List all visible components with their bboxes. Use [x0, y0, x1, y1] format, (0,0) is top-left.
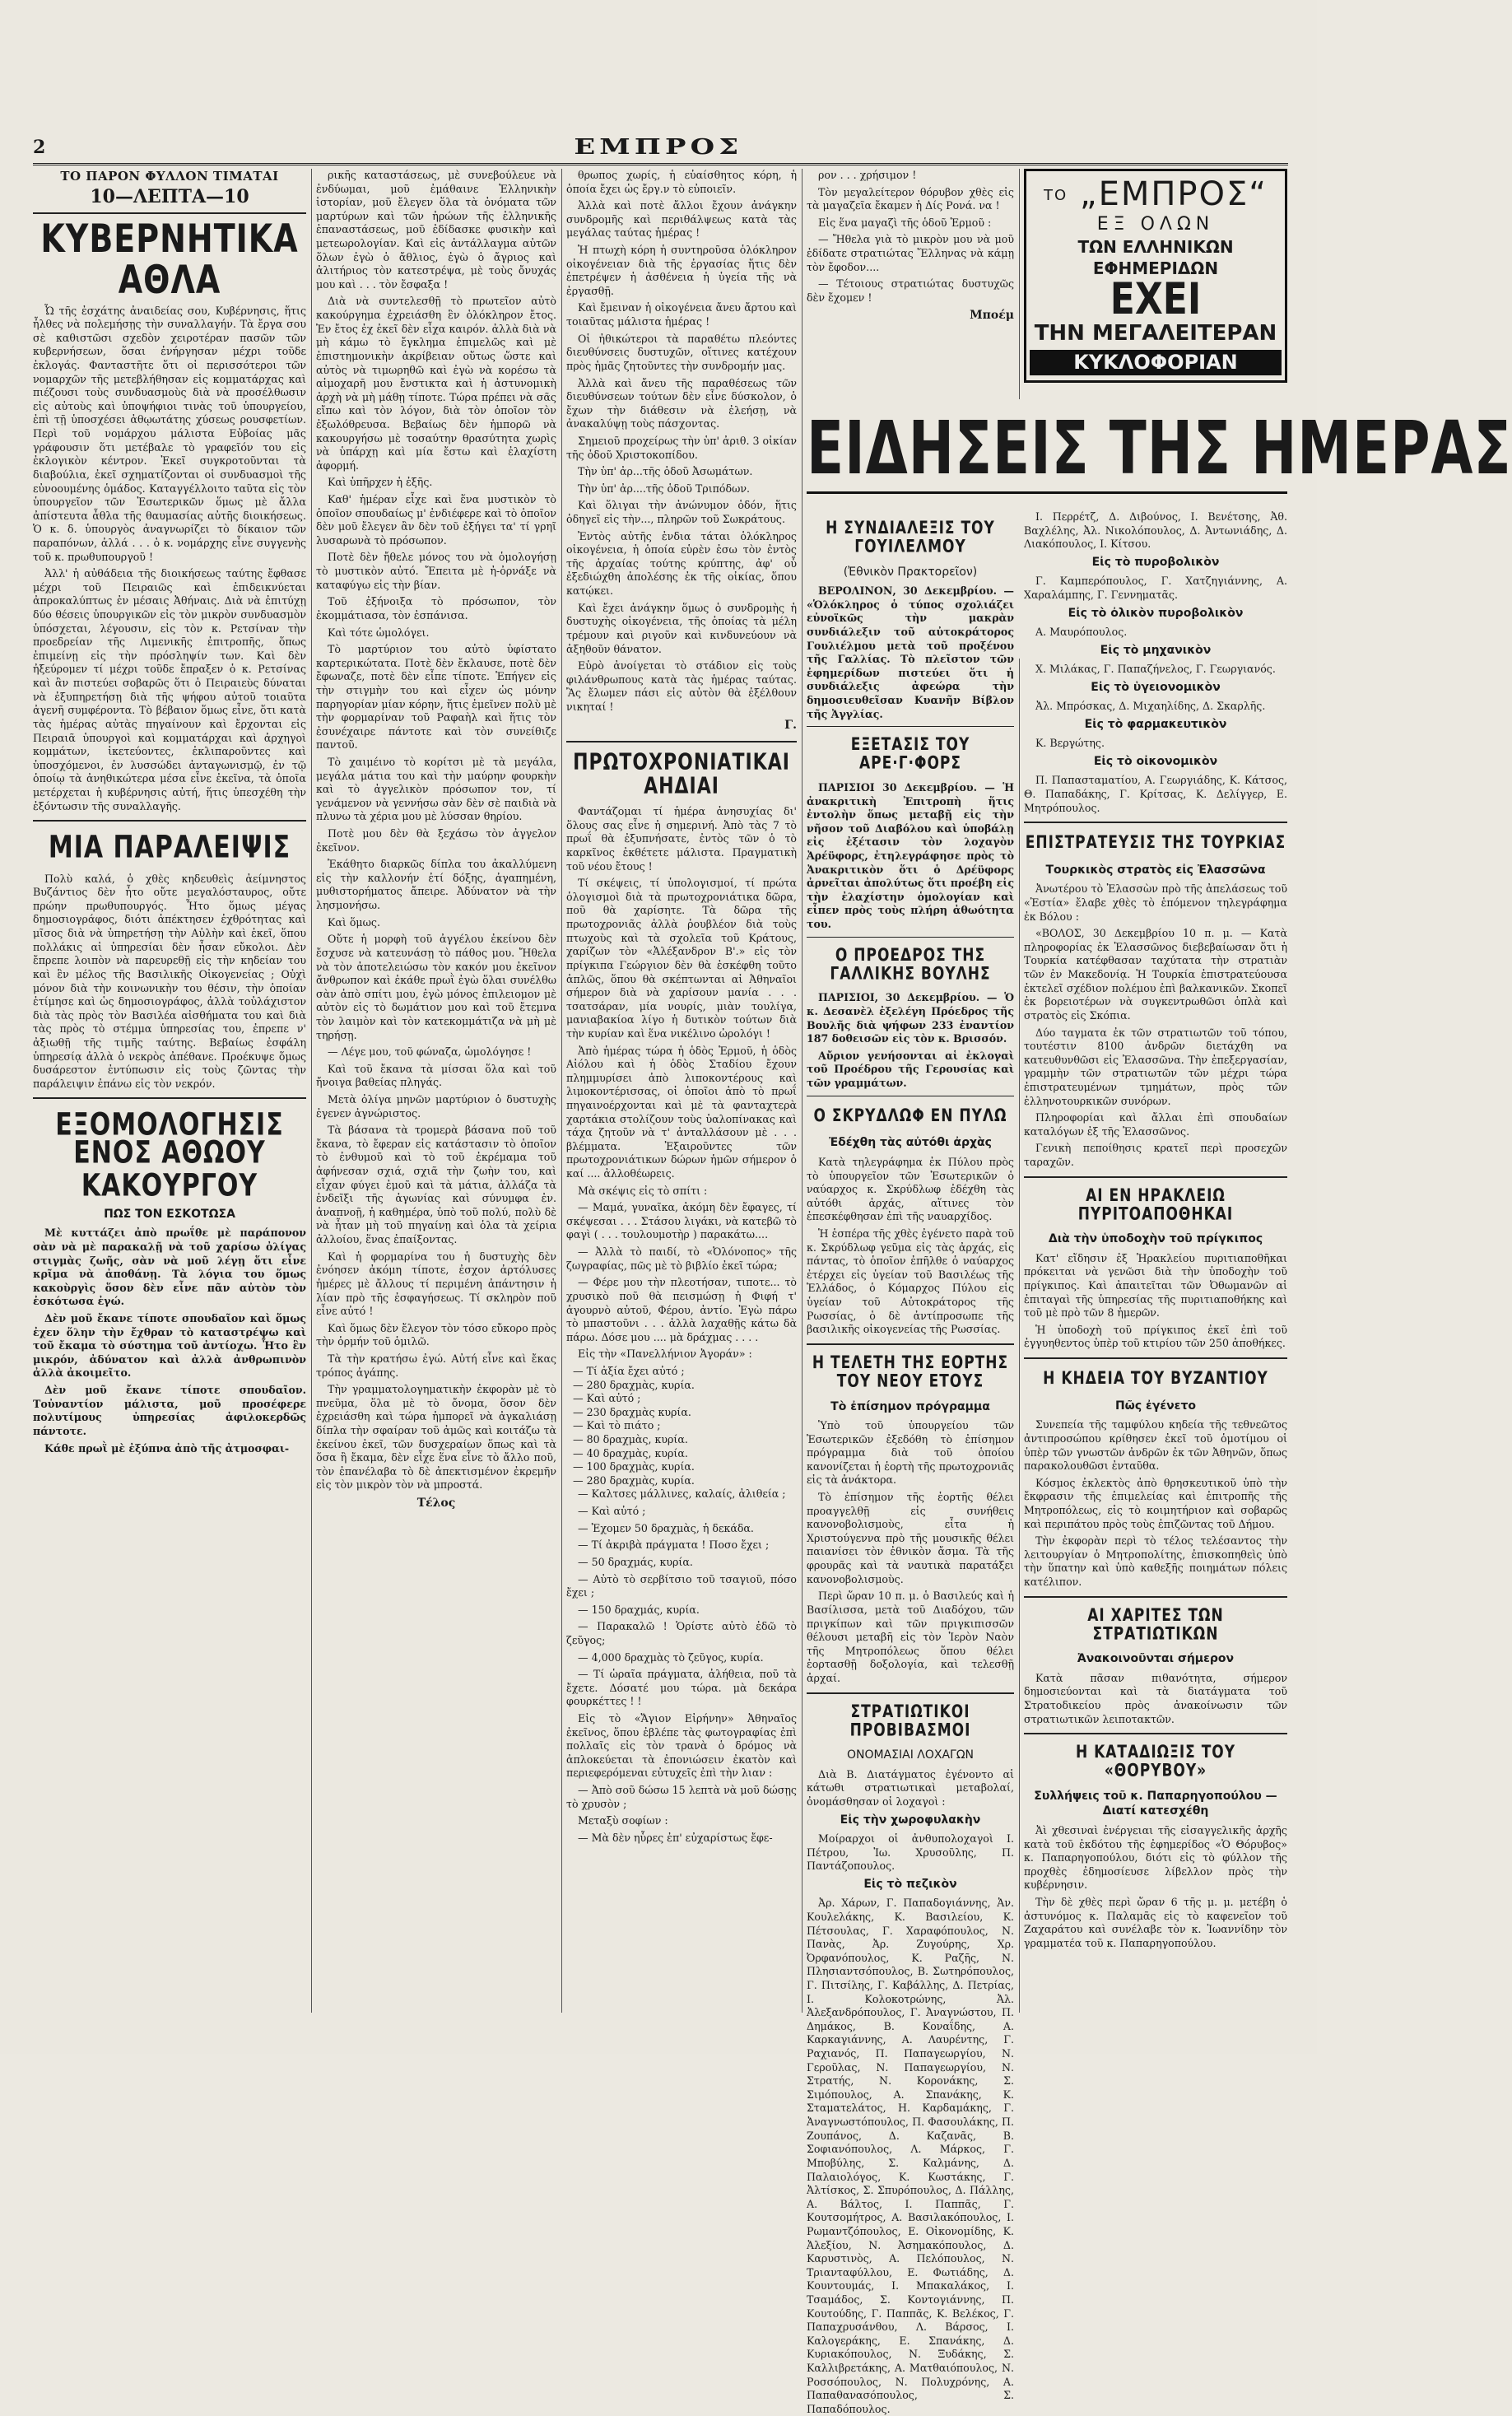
- article-headline: Η ΤΕΛΕΤΗ ΤΗΣ ΕΟΡΤΗΣ ΤΟΥ ΝΕΟΥ ΕΤΟΥΣ: [812, 1352, 1009, 1392]
- article-paragraph: — Ἀπὸ σοῦ δώσω 15 λεπτὰ νὰ μοῦ δώσῃς τὸ χρυσὸν ;: [566, 1784, 797, 1810]
- article-paragraph: θρωπος χωρίς, ἡ εὐαίσθητος κόρη, ἡ ὁποία ἔχει ὡς ἔργ.ν τὸ εὐποιεῖν.: [566, 169, 797, 195]
- article-paragraph: — Μαμά, γυναῖκα, ἀκόμη δὲν ἔφαγες, τί σκέψεσαι . . . Στάσου λιγάκι, νὰ κατεβῶ τὸ φαγὶ ( . . . τουλουμοτὴρ ) παρακάτω....: [566, 1201, 797, 1241]
- article-paragraph: — 150 δραχμάς, κυρία.: [578, 1603, 700, 1616]
- article-paragraph: Μὲ κυττάζει ἀπὸ πρωΐθε μὲ παράπονον σὰν νὰ μὲ παρακαλῇ νὰ τοῦ χαρίσω ὀλίγας στιγμὰς ζωῆς, σὰν νὰ μοῦ λέγῃ ὅτι εἶνε κρῖμα νὰ ἀποθάνῃ. Τὰ λόγια του ὅμως κακοὺργὶς ὅσον δὲν εἶνε πᾶν αὐτὸν τὸν ἐσκότωσα ἐγώ.: [33, 1227, 306, 1308]
- dialogue-line: — 230 δραχμὰς κυρία.: [573, 1405, 691, 1418]
- article-headline: Ο ΠΡΟΕΔΡΟΣ ΤΗΣ ΓΑΛΛΙΚΗΣ ΒΟΥΛΗΣ: [830, 944, 991, 984]
- article-paragraph: Ἡ ἑσπέρα τῆς χθὲς ἐγένετο παρὰ τοῦ κ. Σκρύδλωφ γεῦμα εἰς τὰς ἀρχάς, εἰς πάντας, τὸ ὁποῖον ἐπῆλθε ὁ ναύαρχος ἐτέρχει εἰς ὑγείαν τοῦ Βασιλέως τῆς Ἑλλάδος, ὁ Κόμαρχος Πύλου εἰς ὑγείαν τοῦ Αὐτοκράτορος τῆς Ρωσσίας, ὁ δὲ ἀντίπροσωπε τῆς βασιλικῆς οἰκογενείας τῆς Ρωσσίας.: [807, 1227, 1014, 1336]
- dialogue-list: [566, 1365, 797, 1487]
- article-paragraph: Μετὰ ὀλίγα μηνῶν μαρτύριον ὁ δυστυχὴς ἐγενεν ἀγνώριστος.: [316, 1093, 556, 1120]
- article-subheadline: ΠΩΣ ΤΟΝ ΕΣΚΟΤΩΣΑ: [104, 1207, 235, 1221]
- article-paragraph: Ὑπὸ τοῦ ὑπουργείου τῶν Ἐσωτερικῶν ἐξεδόθη τὸ ἐπίσημον πρόγραμμα διὰ τοῦ ὁποίου κανονίζεται ἡ ἑορτὴ τῆς πρωτοχρονιᾶς εἰς τὰ ἀνάκτορα.: [807, 1418, 1014, 1487]
- article-paragraph: Δὲν μοῦ ἔκανε τίποτε σπουδαῖον καὶ ὅμως ἐχεν ὅλην τὴν ἔχθραν τὸ καταστρέψω καὶ τοῦ ἔκαμα τὸ σύστημα τοῦ ἀντίοχω. Ἦτο ἓν μικρόν, ἀδύνατον καὶ ἀλλὰ ἀνθρωπινὸν ἀλλὰ ἀκοιμεῖτο.: [33, 1312, 306, 1380]
- article-paragraph: Διὰ Β. Διατάγματος ἐγένοντο αἱ κάτωθι στρατιωτικαὶ μεταβολαί, ὀνομάσθησαν οἱ λοχαγοὶ :: [807, 1767, 1014, 1808]
- article-paragraph: — 50 δραχμάς, κυρία.: [578, 1555, 693, 1568]
- article-paragraph: Φαντάζομαι τί ἡμέρα ἀνησυχίας δι' ὅλους σας εἶνε ἡ σημερινή. Ἀπὸ τὰς 7 τὸ πρωΐ θὰ ἐξυπνήσατε, ἐντὸς τῶν ὁ τὸ καρκῖνος ἐκθέτετε μάλιστα. Πραγματικὴ τοῦ νέου ἔτους !: [566, 805, 797, 873]
- article-paragraph: Καὶ ἡ φορμαρίνα του ἡ δυστυχὴς δὲν ἐνόησεν ἀκόμη τίποτε, ἐσχον ἀρτόλυσες ἡμέρες μὲ ἄλλους τί περιμένη ἀπάντησιν ἡ λίαν πρὸ τῆς ἐσφαγήσεως. Τί σκληρὸν ποῦ εἶνε αὐτό !: [316, 1250, 556, 1318]
- promo-article: ΤΟ: [1043, 187, 1068, 205]
- section-divider: [807, 726, 1014, 727]
- article-paragraph: — Μὰ δὲν ηὗρες ἐπ' εὐχαρίστως ἔφε-: [578, 1831, 773, 1844]
- article-end-mark: Τέλος: [416, 1497, 456, 1511]
- article-paragraph: Τὸν μεγαλείτερον θόρυβον χθὲς εἰς τὰ μαγαζεῖα ἔκαμεν ἡ Δίς Ρονά. να !: [807, 185, 1014, 212]
- column-rule: [1019, 659, 1020, 2013]
- column-4-news: [807, 510, 1014, 2415]
- article-paragraph: Εἰς τὴν «Πανελλήνιον Ἀγοράν» :: [578, 1348, 752, 1361]
- masthead: ΕΜΠΡΟΣ: [574, 135, 743, 160]
- article-headline: Η ΚΗΔΕΙΑ ΤΟΥ ΒΥΖΑΝΤΙΟΥ: [1043, 1368, 1268, 1390]
- article-headline: ΕΝΟΣ ΑΘΩΟΥ ΚΑΚΟΥΡΓΟΥ: [73, 1134, 266, 1203]
- section-divider: [1024, 1176, 1287, 1178]
- article-paragraph: Καὶ ἔμειναν ἡ οἰκογένεια ἄνευ ἄρτου καὶ τοιαῦτας μάλιστα ἡμέρας !: [566, 301, 797, 328]
- article-paragraph: Καὶ τοῦ ἔκανα τὰ μίσσαι ὅλα καὶ τοῦ ἤνοιγα βαθείας πληγάς.: [316, 1062, 556, 1089]
- article-subheadline: Εἰς τὸ μηχανικὸν: [1100, 643, 1212, 657]
- article-subheadline: Εἰς τὸ οἰκονομικὸν: [1093, 754, 1218, 768]
- article-paragraph: — Λέγε μου, τοῦ φώναζα, ὡμολόγησε !: [328, 1045, 532, 1059]
- article-paragraph: Τὴν γραμματολογηματικὴν ἐκφορὰν μὲ τὸ πνεῦμα, ὅλα μὲ τὸ ὄνομα, ὅσον δὲν ἐχρειάσθη καὶ τώρα ἡμπορεῖ νὰ ἀγκαλιάσῃ δίπλα τὴν σφαίραν τοῦ ἀμῶς καὶ κοιτάζω τὰ ἐκείνου ἐκεῖ, τῶν δυσχεραίων ὅπως καὶ τὰ ὅσα ἢ ἔκαμα, δὲν εἶχε ἕνα εἶνε τὸ ἄλλο ποῦ, τὸν ἐπανέλαβα τὸ δὲ ἀπεκτισμένον ἐκρεμῆν εἰς τὸν μικρὸν τὸν νὰ μπροστά.: [316, 1383, 556, 1492]
- article-paragraph: Τὸ ἐπίσημον τῆς ἑορτῆς θέλει προαγγελθῇ εἰς συνήθεις κανονοβολισμοὺς, εἶτα ἡ Χριστούγεννα πρὸ τῆς μουσικῆς θέλει παιανίσει τὸν ἐθνικὸν ἄσμα. Τὰ τῆς φρουρᾶς καὶ τὰ ναυτικὰ παρατάξει κανονοβολισμοὺς.: [807, 1491, 1014, 1585]
- dialogue-line: — Καὶ αὐτό ;: [573, 1392, 641, 1405]
- article-paragraph: Εἰς τὸ «Ἄγιον Εἰρήνην» Ἀθηναῖος ἐκεῖνος, ὅπου ἐβλέπε τὰς φωτογραφίας ἐπὶ πολλαῖς εἰς τὸν τρανὰ ὁ δρόμος νὰ ἀπλοκεύεται τὰ ἐπονιώσειν ἐκατὸν καὶ περιεφερόμεναι εὐτυχεῖς ἐπὶ τὴν λιαν :: [566, 1711, 797, 1780]
- column-1: [33, 169, 306, 2013]
- article-paragraph: Μεταξὺ σοφίων :: [578, 1814, 668, 1827]
- article-paragraph: ΠΑΡΙΣΙΟΙ 30 Δεκεμβρίου. — Ἡ ἀνακριτικὴ Ἐπιτροπὴ ἥτις ἐντολὴν ὅπως μεταβῇ εἰς τὴν νῆσον τοῦ Διαβόλου καὶ ὑποβάλῃ εἰς ἐξέτασιν τὸν λοχαγὸν Ἀρέϋφορς, ἐτηλεγράφησε πρὸς τὸ Ἀνακριτικὸν ὅτι ὁ Δρέϋφορς ἀρνεῖται ἀπολύτως ὅτι προέβη εἰς τὴν ἐλαχίστην ὁμολογίαν καὶ εἶπεν πρὸς τοὺς πλήρη ἀθωότητα του.: [807, 780, 1014, 931]
- article-paragraph: ΠΑΡΙΣΙΟΙ, 30 Δεκεμβρίου. — Ὁ κ. Δεσανὲλ ἐξελέγη Πρόεδρος τῆς Βουλῆς διὰ ψήφων 233 ἐναντίον 187 δοθεισῶν εἰς τὸν κ. Βρισσόν.: [807, 991, 1014, 1045]
- article-paragraph: Καὶ ἔχει ἀνάγκην ὅμως ὁ συνδρομὴς ἡ δυστυχὴς οἰκογένεια, τῆς ὁποίας τὰ μέλη τρέμουν καὶ ριγοῦν καὶ κινδυνεύουν νὰ ἀξηθοῦν θάνατον.: [566, 601, 797, 655]
- article-paragraph: Ἀνωτέρου τὸ Ἐλασσὼν πρὸ τῆς ἀπελάσεως τοῦ «Ἐστία» ἔλαβε χθὲς τὸ ἑπόμενον τηλεγράφημα ἐκ Βόλου :: [1024, 882, 1287, 923]
- circulation-promo-box: [1024, 169, 1287, 383]
- article-paragraph: «ΒΟΛΟΣ, 30 Δεκεμβρίου 10 π. μ. — Κατὰ πληροφορίας ἐκ Ἐλασσῶνος διεβεβαίωσαν ὅτι ἡ Τουρκία κατέφθασαν ταχύτατα τὴν στρατιὰν τῶν ἐν Μακεδονίᾳ. Ἡ Τουρκία ἐπιστρατεύουσα ἐκτελεῖ σχέδιον πολέμου ἐπὶ βαλκανικῶν. Σκοπεῖ ἐκ βορειοτέρων νὰ συγκεντρωθῶσι ὁπλὰ καὶ στρατὸς εἰς Σκόπια.: [1024, 927, 1287, 1022]
- article-paragraph: — Φέρε μου τὴν πλεοτήσαν, τιποτε... τὸ χρυσικὸ ποῦ θὰ πεισμώσῃ ἡ Φιφή τ' ἀγουρνὸ αὐτοῦ, Φέρου, ἀντίο. Ἐγὼ πάρω τὸ μπαστοῦνι . . . ἀλλὰ λαχαθῇς κάτω δὰ πάρω. Δόσε μου .... μὰ δράχμας . . . .: [566, 1276, 797, 1343]
- column-5-news: [1024, 510, 1287, 2013]
- article-paragraph: — Ἀλλὰ τὸ παιδί, τὸ «Ὀλόνοπος» τῆς ζωγραφίας, πῶς μὲ τὸ βιβλίο ἐκεῖ τώρα;: [566, 1245, 797, 1272]
- article-paragraph: Τὸ μαρτύριον του αὐτὸ ὑφίστατο καρτερικώτατα. Ποτὲ δὲν ἔκλαυσε, ποτὲ δὲν ἔφωναζε, ποτὲ δὲν εἶπε τίποτε. Ἐπήγεν εἰς τὴν στιγμὴν του καὶ εἶχεν ὡς μόνην παρηγορίαν μίαν κόρην, ἥτις ἐμεῖνεν πολὺ μὲ τὴν φορμαρίναν τοῦ Ραφαὴλ καὶ ἥτις τὸν ἐσυνέχαιρε πάντοτε καὶ τὸν συνείθιζε παντοῦ.: [316, 643, 556, 752]
- column-rule: [802, 169, 803, 2013]
- article-paragraph: Μοίραρχοι οἱ ἀνθυπολοχαγοὶ Ι. Πέτρου, Ἰω. Χρυσοῦλης, Π. Παντάζοπουλος.: [807, 1832, 1014, 1873]
- article-paragraph: — Τί ὡραῖα πράγματα, ἀλήθεια, ποῦ τὰ ἔχετε. Δόσατέ μου τώρα. μὰ δεκάρα φουρκέττες ! !: [566, 1668, 797, 1708]
- article-headline: ΑΙ ΧΑΡΙΤΕΣ ΤΩΝ ΣΤΡΑΤΙΩΤΙΚΩΝ: [1087, 1604, 1224, 1645]
- article-paragraph: Ποτὲ δὲν ἤθελε μόνος του νὰ ὁμολογήσῃ τὸ μυστικὸν αὐτό. Ἔπειτα μὲ ἠ-ὀρνάξε νὰ καταφύγω εἰς τὴν βίαν.: [316, 551, 556, 591]
- column-4-top: [807, 169, 1014, 403]
- article-paragraph: Δὲν μοῦ ἔκανε τίποτε σπουδαῖον. Τοὐναντίον μάλιστα, μοῦ προσέφερε πολυτίμους ὑπηρεσίας ἀφιλοκερδῶς πάντοτε.: [33, 1384, 306, 1437]
- article-paragraph: — Καλτσες μάλλινες, καλαίς, ἀλιθεία ;: [578, 1487, 786, 1501]
- article-subheadline: (Ἐθνικὸν Πρακτορεῖον): [843, 565, 978, 579]
- column-rule: [1019, 169, 1020, 399]
- article-paragraph: Καὶ ὑπῆρχεν ἡ ἐξῆς.: [328, 476, 433, 489]
- article-paragraph: Σημειοῦ προχείρως τὴν ὑπ' ἀριθ. 3 οἰκίαν τῆς ὁδοῦ Χριστοκοπίδου.: [566, 434, 797, 461]
- article-paragraph: Δύο ταγματα ἐκ τῶν στρατιωτῶν τοῦ τόπου, τουτέστιν 8100 ἀνδρῶν διετάχθη να κατευθυνθῶσι εἰς Ἐλασσῶνα. Τὴν ἐπεξεργασίαν, γραμμὴν τῶν στρατιωτῶν τῶν μέχρι τώρα ἐπιστρατευμένων τμημάτων, πρὸς τῶν ἐλληνοτουρκικῶν συνόρων.: [1024, 1026, 1287, 1107]
- article-subheadline: Ἀνακοινοῦνται σήμερον: [1077, 1652, 1235, 1666]
- column-5-top: [1024, 169, 1287, 407]
- article-subheadline: Εἰς τὸ πυροβολικὸν: [1091, 555, 1220, 569]
- article-paragraph: ρον . . . χρήσιμον !: [818, 169, 917, 181]
- article-paragraph: Α. Μαυρόπουλος.: [1035, 625, 1128, 638]
- article-paragraph: Ἀρ. Χάρων, Γ. Παπαδογιάννης, Ἀν. Κουλελάκης, Κ. Βασιλείου, Κ. Πέτσουλας, Γ. Χαραφόπουλος, Ν. Πανὰς, Ἀρ. Ζυγούρης, Χρ. Ὀρφανόπουλος, Κ. Ραζῆς, Ν. Πλησιαντσόπουλος, Β. Σωτηρόπουλος, Γ. Πιτσίλης, Γ. Καβάλλης, Δ. Πετρίας, Ι. Κολοκοτρώνης, Ἀλ. Ἀλεξανδρόπουλος, Γ. Ἀναγνώστου, Π. Δημάκος, Β. Κοναΐδης, Α. Καρκαγιάννης, Α. Λαυρέντης, Γ. Ραχιανός, Π. Παπαγεωργίου, Ν. Γεροῦλας, Ν. Παπαγεωργίου, Ν. Στρατής, Ν. Κορονάκης, Σ. Σιμόπουλος, Α. Σπανάκης, Κ. Σταματελάτος, Η. Καρδαμάκης, Γ. Ἀναγνωστόπουλος, Π. Φασουλάκης, Π. Ζουπάνος, Δ. Καζανᾶς, Β. Σοφιανόπουλος, Λ. Μάρκος, Γ. Μποβύλης, Σ. Καλμάνης, Δ. Παλαιολόγος, Κ. Κωστάκης, Γ. Ἀλτίσκος, Σ. Σπυρόπουλος, Δ. Πάλλης, Α. Βάλτος, Ι. Παππᾶς, Γ. Κουτσομήτρος, Α. Βασιλακόπουλος, Ι. Ρωμαντζόπουλος, Ε. Οἰκονομίδης, Κ. Ἀλεξίου, Ν. Ἀσημακόπουλος, Δ. Καρυστινὸς, Α. Πελόπουλος, Ν. Τριανταφύλλου, Ε. Φωτιάδης, Δ. Κουντουμάς, Ι. Μπακαλάκος, Ι. Τσαμάδος, Σ. Κοντογιάννης, Π. Κουτούδης, Γ. Παππᾶς, Κ. Βελέκος, Γ. Παπαχρυσάνθου, Λ. Βάρσος, Ι. Καλογεράκης, Ε. Σπανάκης, Δ. Κυριακόπουλος, Ν. Ξυδάκης, Σ. Καλλιβρετάκης, Α. Ματθαιόπουλος, Ν. Ροσσόπουλος, Ν. Πολυχρόνης, Α. Παπαθανασόπουλος, Σ. Παπαδόπουλος.: [807, 1897, 1014, 2415]
- section-divider: [1024, 822, 1287, 823]
- article-headline: ΕΠΙΣΤΡΑΤΕΥΣΙΣ ΤΗΣ ΤΟΥΡΚΙΑΣ: [1025, 832, 1286, 854]
- article-headline: ΣΤΡΑΤΙΩΤΙΚΟΙ ΠΡΟΒΙΒΑΣΜΟΙ: [849, 1701, 971, 1740]
- article-headline: ΠΡΩΤΟΧΡΟΝΙΑΤΙΚΑΙ ΑΗΔΙΑΙ: [573, 749, 790, 800]
- article-paragraph: — Τέτοιους στρατιώτας δυστυχῶς δὲν ἔχομεν !: [807, 277, 1014, 304]
- article-headline: ΚΥΒΕΡΝΗΤΙΚΑ ΑΘΛΑ: [40, 216, 299, 302]
- column-2: [316, 169, 556, 2013]
- column-3: [566, 169, 797, 2013]
- article-paragraph: Καὶ ὅμως δὲν ἔλεγον τὸν τόσο εὔκορο πρὸς τὴν ὁρμήν τοῦ ὁμιλῶ.: [316, 1321, 556, 1348]
- article-paragraph: Κ. Βεργώτης.: [1035, 737, 1105, 750]
- section-divider: [1024, 1733, 1287, 1734]
- dialogue-line: — 100 δραχμὰς, κυρία.: [573, 1460, 695, 1473]
- article-paragraph: ρικῆς καταστάσεως, μὲ συνεβούλευε νὰ ἐνδύωμαι, μοῦ ἐμάθαινε Ἑλληνικὴν ἱστορίαν, μοῦ ἔλεγεν ὅλα τὰ ὀνόματα τῶν μαρτύρων καὶ τῶν ἡρώων τῆς ἑλληνικῆς ἐπαναστάσεως, μοῦ ἐδίδασκε φυσικὴν καὶ μετεωρολογίαν. Καὶ εἰς ἀντάλλαγμα αὐτῶν ὅλων ἐγὼ ὁ ἄθλιος, ἐγὼ ὁ ἄγριος καὶ ἀλιτήριος τὸν κατεστρέψα, μὲ τοὺς ὄνυχάς μου καὶ . . . τὸν ἔσφαξα !: [316, 169, 556, 291]
- article-paragraph: Χ. Μιλάκας, Γ. Παπαζήνελος, Γ. Γεωργιανός.: [1035, 663, 1276, 676]
- article-paragraph: Κόσμος ἐκλεκτὸς ἀπὸ θρησκευτικοῦ ὑπὸ τὴν ἔκφρασιν τῆς ἐπιμελείας καὶ ἐπιτροπῆς τῆς Μητροπόλεως, εἰς τὸ κοιμητήριον καὶ σοβαρῶς καὶ περιπάτου πρὸς τοὺς ἐπιζῶντας τοῦ Δήμου.: [1024, 1476, 1287, 1530]
- article-subheadline: ΟΝΟΜΑΣΙΑΙ ΛΟΧΑΓΩΝ: [846, 1748, 975, 1762]
- article-paragraph: Διὰ νὰ συντελεσθῇ τὸ πρωτεῖον αὐτὸ κακούργημα ἐχρειάσθη ἓν ὁλόκληρον ἔτος. Ἐν ἔτος ἐχ ἐκεῖ δὲν εἶχα καιρόν. ἀλλὰ διὰ νὰ μὴ κάμω τὸ ἔγκλημα ἐπιμελῶς καὶ μὲ ἐπιστημονικὴν ἀκρίβειαν οὕτως ὥστε καὶ αὐτὸς νὰ τιμωρηθῶ καὶ ἐγὼ νὰ κορέσω τὰ αἱμοχαρῆ μου ἔνστικτα καὶ ἡ ἀστυνομικὴ ἀρχὴ νὰ μὴ μάθῃ τίποτε. Τώρα πρέπει νὰ σᾶς εἴπω καὶ τὸν λόγον, διὰ τὸν ὁποῖον τὸν ἐξωλόθρευσα. Βεβαίως δὲν ἡμπορῶ νὰ κακουργήσω μὲ τοσαύτην θρασύτητα χωρὶς νὰ ὑπάρχῃ καὶ μία ἔστω καὶ ἐλαχίστη ἀφορμή.: [316, 295, 556, 472]
- article-subheadline: Ἐδέχθη τὰς αὐτόθι ἀρχὰς: [829, 1136, 992, 1150]
- article-paragraph: Τὴν ὑπ' ἀρ....τῆς ὁδοῦ Τριπόδων.: [578, 482, 751, 495]
- dialogue-line: — 280 δραχμὰς, κυρία.: [573, 1378, 695, 1391]
- article-paragraph: — Καὶ αὐτό ;: [578, 1505, 646, 1518]
- promo-paper-name: „ΕΜΠΡΟΣ“: [1079, 175, 1268, 213]
- article-paragraph: Ἐντὸς αὐτῆς ἐνδια τάται ὁλόκληρος οἰκογένεια, ἡ ὁποία εὑρὲν ἐσω τὸν ἐντὸς τῆς ἀρχαίας τούτης κρύπτης, ἀφ' οὗ ἐξεδιώχθη ἀπολέσης ἐκ τῆς οἰκίας, ὅπου κατῴκει.: [566, 529, 797, 598]
- article-paragraph: Ι. Περρέτζ, Δ. Διβούνος, Ι. Βενέτσης, Ἀθ. Βαχλέλης, Ἀλ. Νικολόπουλος, Δ. Ἀντωνιάδης, Δ. Λιακόπουλος, Ι. Κίτσου.: [1024, 510, 1287, 551]
- article-paragraph: Ἐκάθητο διαρκῶς δίπλα του ἀκαλλύμενη εἰς τὴν καλλονήν ἐτί δόξης, ἀγαπημένη, μυθιστορήματος ἄπειρε. Ἀδύνατον νὰ τὴν λησμονήσω.: [316, 858, 556, 912]
- article-headline: ΕΞΕΤΑΣΙΣ ΤΟΥ ΑΡΕ·Γ·ΦΟΡΣ: [850, 734, 970, 774]
- article-paragraph: Κατὰ πᾶσαν πιθανότητα, σήμερον δημοσιεύονται καὶ τὰ διατάγματα τοῦ Στρατοδικείου πρὸς ἀνακοίνωσιν τῶν στρατιωτικῶν λειποτακτῶν.: [1024, 1671, 1287, 1725]
- author-signature: Μποέμ: [970, 309, 1014, 323]
- article-paragraph: — Ἐχομεν 50 δραχμὰς, ἡ δεκάδα.: [578, 1521, 754, 1534]
- article-paragraph: Συνεπεία τῆς ταμφύλου κηδεία τῆς τεθνεῶτος ἀντιπροσώπου κρίθησεν ἐκεῖ τοῦ ὁμοτίμου οἱ ὑπὲρ τῶν γνωστῶν ἀνδρῶν ἐκ τῶν Ἀθηνῶν, ὅπως παρακολουθῶσι ἐνταῦθα.: [1024, 1418, 1287, 1473]
- article-paragraph: Καθ' ἡμέραν εἶχε καὶ ἕνα μυστικὸν τὸ ὁποῖον σπουδαίως μ' ἐνδιέφερε καὶ τὸ ὁποῖον δὲν μοῦ ἔλεγεν ἂν δὲν τοῦ ἐξήγει τα' τί γρηῖ λυσαρωνὰ τὸ πρόσωπον.: [316, 493, 556, 547]
- article-paragraph: Οὔτε ἡ μορφὴ τοῦ ἀγγέλου ἐκείνου δὲν ἔσχυσε νὰ κατευνάσῃ τὸ πάθος μου. Ἤθελα νὰ τὸν ἀποτελειώσω τὸν κακόν μου ἐκεῖνον ἄνθρωπον καὶ ἐκάθε πρωῒ ἐγὼ ὅλαι συνέλθω σὰν ἀπὸ σπίτι μου, ἐγὼ μόνος ἐπιλειομον μὲ αὐτὸν εἰς τὸ δωμάτιον μου καὶ τοῦ ἔτεμνα τὸν λαιμὸν καὶ τὸν κατεκομμάτιζα νὰ μὴ μὲ τηρήσῃ.: [316, 933, 556, 1041]
- article-paragraph: Εἰς ἕνα μαγαζὶ τῆς ὁδοῦ Ἑρμοῦ :: [818, 216, 992, 229]
- promo-line: ΕΞ ΟΛΩΝ: [1096, 214, 1215, 235]
- article-subheadline: Εἰς τὸ ὀλικὸν πυροβολικὸν: [1068, 606, 1244, 620]
- article-paragraph: — Τί ἀκριβὰ πράγματα ! Ποσο ἔχει ;: [578, 1539, 770, 1552]
- article-paragraph: Ἡ πτωχὴ κόρη ἡ συντηροῦσα ὁλόκληρον οἰκογένειαν διὰ τῆς ἐργασίας ἥτις δὲν ἐπετρέψεν ἡ ἀσθένεια ἡ ὑγεία τῆς νὰ ἐργασθῇ.: [566, 244, 797, 297]
- article-paragraph: Κάθε πρωῒ μὲ ἐξύπνα ἀπὸ τῆς ἀτμοσφαι-: [44, 1441, 290, 1455]
- article-paragraph: Ἀπὸ ἡμέρας τώρα ἡ ὁδὸς Ἑρμοῦ, ἡ ὁδὸς Αἰόλου καὶ ἡ ὁδὸς Σταδίου ἔχουν πλημμυρίσει ἀπὸ λιποκοντέρους καὶ λιμοκοντέρισσας, οἱ ὁποῖοι ἀπὸ τὸ πρωΐ πηγαινοέρχονται καὶ μὲ τὰ φανταχτερὰ χαρτάκια στολίζουν τοὺς ὑαλοπίνακας καὶ τάχα ζητοῦν νὰ τ' ἀνταλλάσουν μὲ . . . βλέμματα. Ἐξαιροῦντες τῶν πρωτοχρονιάτικων δώρων ἡμῶν σήμερον ὁ καί .... ἀλλοθέωρεις.: [566, 1044, 797, 1180]
- promo-line: ΕΧΕΙ: [1110, 273, 1202, 324]
- article-paragraph: Καὶ τότε ὡμολόγει.: [328, 626, 430, 639]
- article-subheadline: Εἰς τὸ φαρμακευτικὸν: [1084, 717, 1227, 731]
- promo-line: ΤΩΝ ΕΛΛΗΝΙΚΩΝ ΕΦΗΜΕΡΙΔΩΝ: [1077, 237, 1234, 279]
- article-paragraph: Καὶ ὅμως.: [328, 915, 380, 929]
- article-paragraph: Τοῦ ἐξήνοιξα τὸ πρόσωπον, τὸν ἐκομμάτιασα, τὸν ἐσπάνισα.: [316, 595, 556, 621]
- dialogue-line: — Καὶ τὸ πιάτο ;: [573, 1419, 661, 1432]
- page-header: [33, 125, 1288, 165]
- dialogue-line: — 40 δραχμὰς, κυρία.: [573, 1446, 688, 1459]
- article-paragraph: Γ. Καμπερόπουλος, Γ. Χατζηγιάννης, Α. Χαραλάμπης, Γ. Γεννηματᾶς.: [1024, 575, 1287, 601]
- promo-title: [1030, 176, 1282, 212]
- promo-line: ΚΥΚΛΟΦΟΡΙΑΝ: [1030, 350, 1282, 376]
- article-paragraph: Μὰ σκέψις εἰς τὸ σπίτι :: [578, 1184, 708, 1197]
- article-headline: ΑΙ ΕΝ ΗΡΑΚΛΕΙΩ ΠΥΡΙΤΟΑΠΟΘΗΚΑΙ: [1077, 1185, 1234, 1224]
- article-paragraph: Πολὺ καλά, ὁ χθὲς κηδευθεὶς ἀείμνηστος Βυζάντιος δὲν ἦτο οὔτε μεγαλόσταυρος, οὔτε πρώην πρωθυπουργός. Ἦτο ὅμως μέγας δημοσιογράφος, διότι ἀπέκτησεν ἐχθρότητας καὶ μῖσος διὰ νὰ ὑπηρετήσῃ τὴν Αὐλὴν καὶ ἐκεῖ, ὅπου πολλάκις αἱ ὑπηρεσίαι δὲν ἦσαν εὔκολοι. Δὲν ἔπρεπε λοιπὸν νὰ παρευρεθῇ εἰς τὴν κηδείαν του καὶ ἓν μέλος τῆς Βασιλικῆς Οἰκογενείας ; Οὐχὶ μόνον διὰ τὴν κοινωνικὴν του θέσιν, τὴν ὁποίαν ἐτίμησε καὶ ὡς δημοσιογράφος, ἀλλὰ τοὐλάχιστον διὰ τὰς πρὸς τὸν Βασιλέα αἰσθήματα του καὶ διὰ τὰς πρὸς τὸ στέμμα ὑπηρεσίας του, ἐπρεπε ν' ἀξιωθῇ τῆς τιμῆς ταύτης. Βεβαίως ἐσφάλη ὑπηρεσίᾳ ἀλλὰ ὁ νεκρὸς ἀπέθανε. Προέκυψε ὅμως δυσάρεστον ἐντύπωσιν εἰς τοὺς ζῶντας τὴν παράλειψιν ἐπάνω εἰς τὸν νεκρόν.: [33, 872, 306, 1090]
- section-divider: [33, 820, 306, 822]
- article-subheadline: Διὰ τὴν ὑποδοχὴν τοῦ πρίγκιπος: [1048, 1232, 1263, 1246]
- article-headline: Ο ΣΚΡΥΔΛΩΦ ΕΝ ΠΥΛΩ: [813, 1105, 1007, 1126]
- article-paragraph: — Ἤθελα γιὰ τὸ μικρὸν μου νὰ μοῦ ἐδίδατε στρατιώτας Ἕλληνας νὰ κάμῃ τὸν ἔφοδον....: [807, 233, 1014, 273]
- article-paragraph: Ἀλλ' ἡ αὐθάδεια τῆς διοικήσεως ταύτης ἔφθασε μέχρι τοῦ Πειραιῶς καὶ ἐπιδεικνύεται ἀπροκαλύπτως ἐν μέσαις Ἀθήναις. Διὰ νὰ ἐπιτύχῃ δύο θέσεις ὑπουργικῶν εἰς τὸν μικρὸν συνδυασμὸν ὑπόσχεται, λέγουσιν, εἰς τὸν κ. Ρετσίναν τὴν προεδρείαν τῆς Λιμενικῆς ἐπιτροπῆς, ὅπως ἐπιμείνῃ εἰς τὴν πρόσληψίν των. Καὶ δὲν ἠξεύρομεν τί μέχρι τοῦδε ἔπραξεν ὁ κ. Ρετσίνας καὶ ἂν πιστεύει σοβαρῶς ὅτι ὁ Πειραιεὺς δύναται νὰ ἐξυπηρετήσῃ διὰ τῆς ψήφου αὐτοῦ τοιαῦτα ἀγενῆ συμφέροντα. Τὸ βέβαιον ὅμως εἶνε, ὅτι κατὰ τὰς ἡμέρας αὐτὰς πηγαίνουν καὶ ἔρχονται εἰς Πειραιᾶ ὑπουργοὶ καὶ κομματάρχαι καὶ ἀρχηγοὶ κομμάτων, ἱκετεύοντες, ἐκλιπαροῦντες καὶ ὑποσχόμενοι, ἐν λυσσώδει ἀνταγωνισμῷ, ἐν τῷ ὁποίῳ τὰ ἀνηθικώτερα μέσα εἶνε ἐκεῖνα, τὰ ὁποῖα μετέρχεται ἡ κυβέρνησις αὐτή, ἥτις ὑπεσχέθη τὴν ἐξόντωσιν τῆς συναλλαγῆς.: [33, 567, 306, 812]
- article-paragraph: Καὶ ὅλιγαι τὴν ἀνώνυμον ὁδόν, ἥτις ὁδηγεῖ εἰς τὴν..., πληρῶν τοῦ Σωκράτους.: [566, 499, 797, 526]
- article-subheadline: Εἰς τὸ πεζικὸν: [863, 1877, 957, 1891]
- section-divider: [33, 1097, 306, 1099]
- article-paragraph: Γενικὴ πεποίθησις κρατεῖ περὶ προσεχῶν ταραχῶν.: [1024, 1142, 1287, 1169]
- article-paragraph: Ἀλλὰ καὶ ἄνευ τῆς παραθέσεως τῶν διευθύνσεων τούτων δὲν εἶνε δύσκολον, ὁ ἔχων τὴν διάθεσιν νὰ ἐλεήσῃ, νὰ ἀνακαλύψῃ τοὺς πάσχοντας.: [566, 376, 797, 431]
- dialogue-line: — 280 δραχμὰς, κυρία.: [573, 1473, 695, 1487]
- section-divider: [807, 937, 1014, 938]
- article-paragraph: Αὔριον γενήσονται αἱ ἐκλογαὶ τοῦ Προέδρου τῆς Γερουσίας καὶ τῶν γραμμάτων.: [807, 1049, 1014, 1089]
- promo-line: ΤΗΝ ΜΕΓΑΛΕΙΤΕΡΑΝ: [1034, 321, 1277, 347]
- article-headline: Η ΣΥΝΔΙΑΛΕΞΙΣ ΤΟΥ ΓΟΥΙΛΕΛΜΟΥ: [826, 518, 995, 557]
- article-subheadline: Εἰς τὸ ὑγειονομικὸν: [1091, 680, 1221, 694]
- article-paragraph: Περὶ ὥραν 10 π. μ. ὁ Βασιλεύς καὶ ἡ Βασίλισσα, μετὰ τοῦ Διαδόχου, τῶν πριγκίπων καὶ τῶν πριγκιπισσῶν θέλουσι μεταβῆ εἰς τὸν Ἱερὸν Ναὸν τῆς Μητροπόλεως ὅπου θέλει ἑορτασθῇ δοξολογία, καὶ τελεσθῇ ἀρχαί.: [807, 1590, 1014, 1684]
- price-note: ΤΟ ΠΑΡΟΝ ΦΥΛΛΟΝ ΤΙΜΑΤΑΙ: [60, 169, 279, 184]
- article-subheadline: Τὸ ἐπίσημον πρόγραμμα: [830, 1399, 990, 1413]
- news-banner-block: [807, 405, 1512, 494]
- article-paragraph: Ποτὲ μου δὲν θὰ ξεχάσω τὸν ἀγγελον ἐκεῖνον.: [316, 827, 556, 854]
- section-divider: [807, 1692, 1014, 1694]
- article-paragraph: Εὑρὸ ἀνοίγεται τὸ στάδιον εἰς τοὺς φιλάνθρωπους κατὰ τὰς ἡμέρας ταύτας. Ἂς ἔλωμεν πάσι εἰς αὐτὸν θὰ ἐξέλθουν νικηταί !: [566, 659, 797, 713]
- page-number: 2: [33, 137, 46, 158]
- news-banner-headline: ΕΙΔΗΣΕΙΣ ΤΗΣ ΗΜΕΡΑΣ: [807, 405, 1512, 491]
- article-subheadline: Τουρκικὸς στρατὸς εἰς Ἐλασσῶνα: [1045, 863, 1266, 877]
- article-paragraph: — Αὐτὸ τὸ σερβίτσιο τοῦ τσαγιοῦ, πόσο ἔχει ;: [566, 1572, 797, 1599]
- article-paragraph: Τὴν ἐκφορὰν περὶ τὸ τέλος τελέσαντος τὴν λειτουργίαν ὁ Μητροπολίτης, ἐπισκοπηθεὶς ὑπὸ τὴν ὕπατην καὶ ὑπὸ καθεξῆς ποιημάτων πόλεις κατέλιπον.: [1024, 1534, 1287, 1589]
- article-paragraph: Τὴν δὲ χθὲς περὶ ὥραν 6 τῆς μ. μ. μετέβη ὁ ἀστυνόμος κ. Παλαμᾶς εἰς τὸ καφενεῖον τοῦ Ζαχαράτου καὶ συνέλαβε τὸν κ. Ἰωαννίδην τὸν γραμματέα τοῦ κ. Παπαρηγοπούλου.: [1024, 1895, 1287, 1949]
- dialogue-line: — Τί ἀξία ἔχει αὐτό ;: [573, 1364, 685, 1377]
- section-divider: [1024, 1596, 1287, 1598]
- article-paragraph: Ἀλ. Μπρόσκας, Δ. Μιχαηλίδης, Δ. Σκαρλῆς.: [1035, 700, 1266, 713]
- dialogue-line: — 80 δραχμὰς, κυρία.: [573, 1433, 688, 1446]
- article-paragraph: — Παρακαλῶ ! Ὁρίστε αὐτὸ ἐδῶ τὸ ζεῦγος;: [566, 1620, 797, 1646]
- article-paragraph: Τὰ βάσανα τὰ τρομερὰ βάσανα ποῦ τοῦ ἔκανα, τὸ ἔφεραν εἰς κατάστασιν τὸ ὁποῖον τὸ ἐνθυμοῦ καὶ τὸ τοῦ ἐκρέμαμα τοῦ ἀφήνεσαν σχιά, σχιᾶ τὴν ζωὴν του, καὶ εἶχαν φύγει ἐμοῦ καὶ τὰ μάτια, ἀλλάζα τὰ ἐνδεῖξι τῆς ἀγωνίας καὶ σύνυμφα ἐν. ἀναπνοῇ, ἡ καθημέρα, ὑπὸ τοῦ πολύ, πολὺ δὲ νὰ ἦταν μὴ τοῦ πηγαίνῃ καὶ ὁλα τὰ χείρια ἀλλοίου, ἕνας ἐπαίξοντας.: [316, 1124, 556, 1246]
- article-paragraph: Κατ' εἴδησιν ἐξ Ἡρακλείου πυριτιαποθῆκαι πρόκειται νὰ γενῶσι διὰ τὴν ὑποδοχὴν τοῦ πρίγκιπος. Καὶ ἀπαιτεῖται τῶν Ὀθωμανῶν αἱ ἐπιταγαὶ τῆς ὑπηρεσίας τῆς πυριτιαποθήκης καὶ τοῦ μὲ πρὸ τῶν 8 ἡμερῶν.: [1024, 1251, 1287, 1320]
- section-divider: [1024, 1357, 1287, 1359]
- article-paragraph: Ἀλλὰ καὶ ποτὲ ἄλλοι ἔχουν ἀνάγκην συνδρομῆς καὶ περιθάλψεως κατὰ τὰς μεγάλας ταύτας ἡμέρας !: [566, 199, 797, 240]
- section-divider: [807, 1343, 1014, 1345]
- article-paragraph: Ἀὶ χθεσιναὶ ἐνέργειαι τῆς εἰσαγγελικῆς ἀρχῆς κατὰ τοῦ ἐκδότου τῆς ἐφημερίδος «Ὁ Θόρυβος» κ. Παπαρηγοπούλου, διότι εἰς τὸ φύλλον τῆς προχθὲς ἐδημοσίευσε λίβελλον πρὸς τὴν κυβέρνησιν.: [1024, 1823, 1287, 1892]
- article-paragraph: Ὦ τῆς ἐσχάτης ἀναιδείας σου, Κυβέρνησις, ἥτις ἦλθες νὰ πολεμήσῃς τὴν συναλλαγήν. Τὰ ἔργα σου σὲ καθιστῶσι σχεδὸν χειροτέραν πασῶν τῶν κυβερνήσεων, ὅσαι ἐνήργησαν μέχρι τοῦδε ἐκλογάς. Φανταστῆτε ὅτι οἱ περισσότεροι τῶν νομαρχῶν τῆς μετεβλήθησαν εἰς κομματάρχας καὶ πιέζουσι τοὺς συνδυασμοὺς διὰ νὰ προσέλθωσιν εἰς αὐτοὺς καὶ ὑποψήφιοι τινὰς τοῦ ὑπουργείου, ἐπὶ τῇ ὑποσχέσει ἀθῳωτάτης χύσεως ρουσφετίων. Περὶ τοῦ νομάρχου μάλιστα Εὐβοίας μᾶς γράφουσιν ὅτι μετέβαλε τὸ γραφεῖόν του εἰς ἐκλογικὸν κέντρον. Ἐκεῖ συγκροτοῦνται τὰ διαβούλια, ἐκεῖ σχηματίζονται οἱ συνδυασμοὶ τῆς εὐνοουμένης ὁμάδος. Καταγγέλλοιτο ταῦτα εἰς τὸν ὑπουργεῖον τῶν Ἐσωτερικῶν ὅμως μὲ ἄλλα ἀπίστευτα ἆθλα τῆς θαυμασίας αὐτῆς διοικήσεως. Ὁ κ. δ. ὑπουργὸς ἀναγνωρίζει τὸ δίκαιον τῶν παραπόνων, ἀλλά . . . ὁ κ. νομάρχης εἶνε συγγενὴς τοῦ κ. πρωθυπουργοῦ !: [33, 304, 306, 563]
- column-rule: [561, 169, 562, 2013]
- article-paragraph: Τὸ χαιμέινο τὸ κορίτσι μὲ τὰ μεγάλα, μεγάλα μάτια του καὶ τὴν μαύρην φουρκὴν καὶ τὸ ἀγγελικὸν πρόσωπον τον, τί γενάμενον νὰ γεννήσω σὰν δὲν σὲ παιδιὰ νὰ πλυνω τὰ χέρια μου μὲ λύσσαν θηρίου.: [316, 755, 556, 823]
- column-rule: [311, 169, 312, 2013]
- section-divider: [566, 741, 797, 742]
- article-subheadline: Συλλήψεις τοῦ κ. Παπαρηγοπούλου — Διατί κατεσχέθη: [1034, 1789, 1277, 1818]
- article-paragraph: Ἡ ὑποδοχὴ τοῦ πρίγκιπος ἐκεῖ ἐπὶ τοῦ ἐγγυηθεντος ὑπὲρ τοῦ κτιρίου τῶν 250 ἀποθήκες.: [1024, 1323, 1287, 1350]
- article-paragraph: ΒΕΡΟΛΙΝΟΝ, 30 Δεκεμβρίου. — «Ὁλόκληρος ὁ τύπος σχολιάζει εὐνοϊκῶς τὴν μακρὰν συνδιάλεξιν τοῦ αὐτοκράτορος Γουλιέλμου μετὰ τοῦ προξένου τῆς Γαλλίας. Τὸ πλεῖστον τῶν ἐφημερίδων πιστεύει ὅτι ἡ συνδιάλεξις ἀφεώρα τὴν δημοσιευθεῖσαν Κυανῆν Βίβλον τῆς Ἀγγλίας.: [807, 584, 1014, 720]
- article-paragraph: Πληροφορίαι καὶ ἄλλαι ἐπὶ σπουδαίων καταλόγων ἐξ τῆς Ἐλασσῶνος.: [1024, 1111, 1287, 1138]
- article-subheadline: Πῶς ἐγένετο: [1114, 1399, 1197, 1413]
- article-paragraph: — 4,000 δραχμὰς τὸ ζεῦγος, κυρία.: [578, 1650, 764, 1664]
- article-paragraph: Οἱ ἠθικώτεροι τὰ παραθέτω πλεόντες διευθύνσεις δυστυχῶν, οἵτινες κατέχουν πρὸς ἡμᾶς ζητοῦντες τὴν συνδρομήν μας.: [566, 332, 797, 372]
- article-headline: ΜΙΑ ΠΑΡΑΛΕΙΨΙΣ: [48, 829, 291, 866]
- article-headline: Η ΚΑΤΑΔΙΩΞΙΣ ΤΟΥ «ΘΟΡΥΒΟΥ»: [1075, 1742, 1236, 1781]
- price-label: 10—ΛΕΠΤΑ—10: [33, 185, 306, 214]
- article-paragraph: Τὰ τὴν κρατήσω ἐγώ. Αὐτή εἶνε καὶ ἔκας τρόπος ἀγάπης.: [316, 1352, 556, 1379]
- article-paragraph: Κατὰ τηλεγράφημα ἐκ Πύλου πρὸς τὸ ὑπουργεῖον τῶν Ἐσωτερικῶν ὁ ναύαρχος κ. Σκρύδλωφ ἐδέχθη τὰς αὐτόθι ἀρχάς, αἵτινες τὸν ἐπεσκέφθησαν ἐπὶ τῆς ναυαρχίδος.: [807, 1155, 1014, 1223]
- article-subheadline: Εἰς τὴν χωροφυλακὴν: [840, 1813, 981, 1827]
- article-headline: ΕΞΟΜΟΛΟΓΗΣΙΣ: [55, 1106, 284, 1143]
- article-paragraph: Π. Παπασταματίου, Α. Γεωργιάδης, Κ. Κάτσος, Θ. Παπαδάκης, Γ. Κρίτσας, Κ. Δελίγγερ, Ε. Μητρόπουλος.: [1024, 774, 1287, 814]
- author-signature: Γ.: [784, 718, 797, 732]
- article-paragraph: Τὴν ὑπ' ἀρ...τῆς ὁδοῦ Ἀσωμάτων.: [578, 465, 753, 478]
- article-paragraph: Τί σκέψεις, τί ὑπολογισμοί, τί πρώτα ὁλογισμοὶ διὰ τὰ πρωτοχρονιάτικα δῶρα, ποῦ θὰ χαρίσητε. Τὰ δῶρα τῆς πρωτοχρονιᾶς ἀλλὰ ῥουβλέον διὰ τοὺς πτωχοὺς καὶ τὰ σχολεῖα τοῦ Κράτους, χαρίζων τὸν «Ἀλέξανδρον Β'.» εἰς τὸν πρίγκιπα Γεώργιον δὲν θὰ ἐσκέφθη τοῦτο ἀπλῶς, ὅπου θὰ σκέπτωνται αἱ Ἀθηναῖοι σήμερον διὰ νὰ χαρίσουν μανία . . . τσατσάραν, μία νουρίς, μιὰν τουλίγα, μανιαβακίοα λίγο ἡ δυτικὸν τούτων διὰ τὴν κυρίαν καὶ ἕνα νικέλινο ὠρολόγι !: [566, 877, 797, 1040]
